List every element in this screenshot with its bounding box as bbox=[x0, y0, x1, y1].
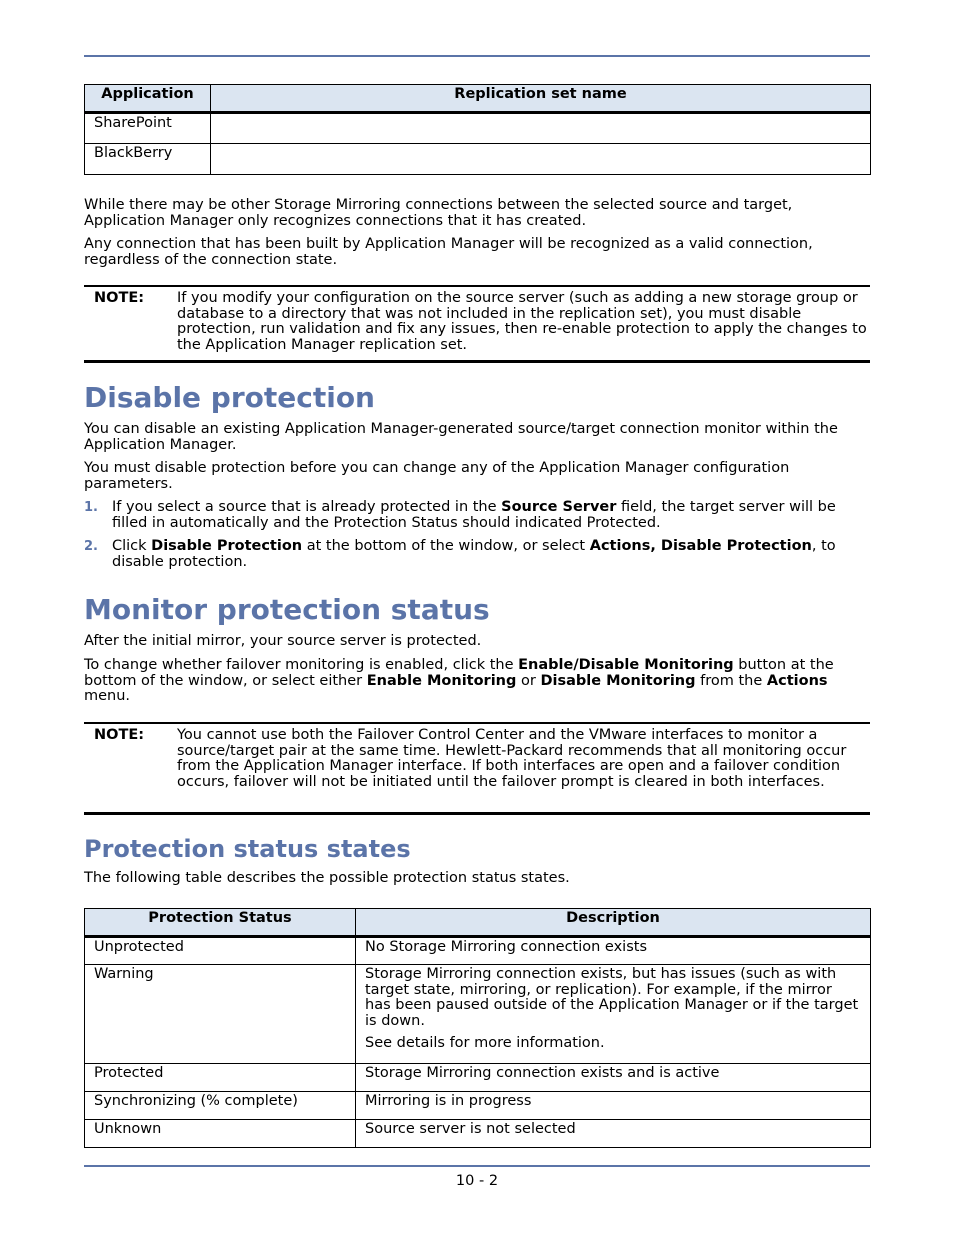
paragraph-disable-before: You must disable protection before you can change any of the Application Manager configuration parameters. bbox=[84, 460, 790, 492]
table-cell: BlackBerry bbox=[85, 144, 211, 175]
note-label: NOTE: bbox=[94, 290, 145, 306]
description-cell: Source server is not selected bbox=[356, 1120, 871, 1148]
application-table bbox=[84, 84, 871, 175]
heading-disable-protection: Disable protection bbox=[84, 381, 375, 414]
heading-monitor-protection-status: Monitor protection status bbox=[84, 593, 490, 626]
step-text: Click Disable Protection at the bottom of the window, or select Actions, Disable Protection, to disable protection. bbox=[112, 538, 836, 570]
status-cell: Unknown bbox=[85, 1120, 356, 1148]
step-number: 1. bbox=[84, 500, 98, 515]
status-cell: Protected bbox=[85, 1064, 356, 1092]
column-header-description: Description bbox=[356, 909, 871, 937]
description-text: Storage Mirroring connection exists, but has issues (such as with target state, mirroring, or replication). For example, if the mirror has been paused outside of the Application Manager or if the target is down. bbox=[365, 966, 859, 1029]
description-cell bbox=[356, 965, 871, 1064]
description-cell: Storage Mirroring connection exists and is active bbox=[356, 1064, 871, 1092]
paragraph-connections: While there may be other Storage Mirroring connections between the selected source and target, Application Manager only recognizes connections that it has created. bbox=[84, 197, 793, 229]
protection-status-table bbox=[84, 908, 871, 1148]
paragraph-monitor-toggle: To change whether failover monitoring is enabled, click the Enable/Disable Monitoring button at the bottom of the window, or select either Enable Monitoring or Disable Monitoring from the Actions menu. bbox=[84, 657, 834, 704]
note-box bbox=[84, 722, 870, 815]
status-cell: Warning bbox=[85, 965, 356, 1064]
paragraph-disable-intro: You can disable an existing Application Manager-generated source/target connection monitor within the Application Manager. bbox=[84, 421, 838, 453]
column-header-replication-set: Replication set name bbox=[211, 85, 871, 113]
table-row bbox=[85, 1092, 871, 1120]
paragraph-monitor-intro: After the initial mirror, your source server is protected. bbox=[84, 633, 482, 649]
header-rule bbox=[84, 55, 870, 57]
description-cell: Mirroring is in progress bbox=[356, 1092, 871, 1120]
note-text: If you modify your configuration on the source server (such as adding a new storage group or database to a directory that was not included in the replication set), you must disable protection, run validation and fix any issues, then re-enable protection to apply the changes to the Application Manager replication set. bbox=[177, 290, 867, 353]
description-cell: No Storage Mirroring connection exists bbox=[356, 937, 871, 965]
heading-protection-status-states: Protection status states bbox=[84, 835, 411, 863]
note-text: You cannot use both the Failover Control Center and the VMware interfaces to monitor a source/target pair at the same time. Hewlett-Packard recommends that all monitoring occur from the Application Manager interface. If both interfaces are open and a failover condition occurs, failover will not be initiated until the failover prompt is cleared in both interfaces. bbox=[177, 727, 847, 790]
page-number: 10 - 2 bbox=[455, 1173, 499, 1189]
description-extra: See details for more information. bbox=[365, 1035, 605, 1051]
column-header-application: Application bbox=[85, 85, 211, 113]
table-cell: SharePoint bbox=[85, 113, 211, 144]
table-row bbox=[85, 144, 871, 175]
table-cell bbox=[211, 113, 871, 144]
table-row bbox=[85, 1120, 871, 1148]
step-text: If you select a source that is already protected in the Source Server field, the target server will be filled in automatically and the Protection Status should indicated Protected. bbox=[112, 499, 836, 531]
table-row bbox=[85, 965, 871, 1064]
table-row bbox=[85, 113, 871, 144]
column-header-status: Protection Status bbox=[85, 909, 356, 937]
paragraph-states-intro: The following table describes the possible protection status states. bbox=[84, 870, 570, 886]
status-cell: Synchronizing (% complete) bbox=[85, 1092, 356, 1120]
table-row bbox=[85, 937, 871, 965]
table-cell bbox=[211, 144, 871, 175]
table-row bbox=[85, 1064, 871, 1092]
note-box bbox=[84, 285, 870, 363]
paragraph-valid-connection: Any connection that has been built by Application Manager will be recognized as a valid connection, regardless of the connection state. bbox=[84, 236, 813, 268]
note-label: NOTE: bbox=[94, 727, 145, 743]
status-cell: Unprotected bbox=[85, 937, 356, 965]
step-number: 2. bbox=[84, 539, 98, 554]
footer-rule bbox=[84, 1165, 870, 1167]
